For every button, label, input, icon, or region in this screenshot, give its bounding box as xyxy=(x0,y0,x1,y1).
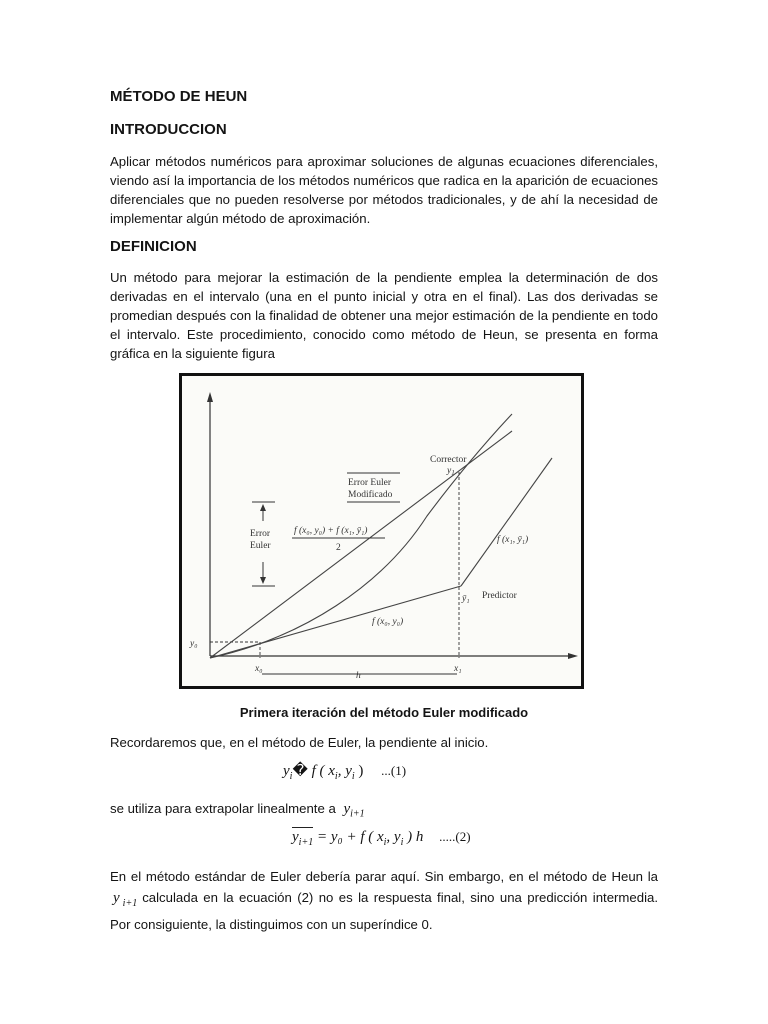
heun-figure xyxy=(179,373,584,689)
page-title: MÉTODO DE HEUN xyxy=(110,88,248,105)
figure-caption: Primera iteración del método Euler modificado xyxy=(239,705,529,720)
intro-heading: INTRODUCCION xyxy=(110,121,227,138)
paragraph-extrapolar: se utiliza para extrapolar linealmente a $y_{i+1}$ xyxy=(110,801,365,820)
equation-2: $y_{i+1} = y_0 + f$ ( $x_i$, $y_i$ ) h .....(2) xyxy=(292,829,471,848)
equation-1: $y_i�$ f ( $x_i$, $y_i$ ) ...(1) xyxy=(283,763,407,782)
corrector-label: Corrector xyxy=(430,455,467,465)
avg-slope-denominator: 2 xyxy=(336,543,341,553)
ybar1-label: ȳ₁ xyxy=(462,594,470,604)
f-x0-y0-label: f (x₀, y₀) xyxy=(372,617,404,627)
intro-paragraph: Aplicar métodos numéricos para aproximar soluciones de algunas ecuaciones diferenciales, viendo así la importancia de los métodos numéricos que radica en la aparición de ecuaciones diferenciales que no pueden resolverse por métodos tradicionales, y de ahí la necesidad de implementar algún método de aproximación. xyxy=(110,154,658,226)
error-euler-mod-label-1: Error Euler xyxy=(348,478,391,488)
x-axis-arrow xyxy=(568,653,578,659)
f-x1-ybar1-label: f (x₁, ȳ₁) xyxy=(497,535,529,545)
error-arrow-down xyxy=(260,577,266,584)
corrector-y1-label: $y_1$ xyxy=(447,466,455,477)
paragraph-heun: En el método estándar de Euler debería parar aquí. Sin embargo, en el método de Heun la y $_{i+1}$ calculada en la ecuación (2) no es la respuesta final, sino una predicción intermedia. Por consiguiente, la distinguimos con un superíndice 0. xyxy=(110,869,658,932)
error-euler-mod-label-2: Modificado xyxy=(348,490,393,500)
error-euler-label-1: Error xyxy=(250,529,271,539)
predictor-line xyxy=(210,586,461,658)
definicion-paragraph: Un método para mejorar la estimación de la pendiente emplea la determinación de dos derivadas en el intervalo (una en el punto inicial y otra en el final). Las dos derivadas se promedian después con la finalidad de obtener una mejor estimación de la pendiente en todo el intervalo. Este procedimiento, conocido como método de Heun, se presenta en forma gráfica en la siguiente figura xyxy=(110,270,658,361)
y0-axis-label: y₀ xyxy=(190,639,198,649)
heun-diagram xyxy=(182,376,581,686)
x1-axis-label: x₁ xyxy=(454,664,462,674)
paragraph-recordaremos: Recordaremos que, en el método de Euler, la pendiente al inicio. xyxy=(110,735,489,750)
predictor-label: Predictor xyxy=(482,591,517,601)
avg-slope-numerator: f (x₀, y₀) + f (x₁, ȳ₁) xyxy=(294,526,368,536)
error-euler-label-2: Euler xyxy=(250,541,271,551)
error-arrow-up xyxy=(260,504,266,511)
definicion-heading: DEFINICION xyxy=(110,238,197,255)
h-label: h xyxy=(356,671,361,681)
y-axis-arrow xyxy=(207,392,213,402)
slope-x1-line xyxy=(461,458,552,586)
x0-axis-label: x₀ xyxy=(255,664,263,674)
